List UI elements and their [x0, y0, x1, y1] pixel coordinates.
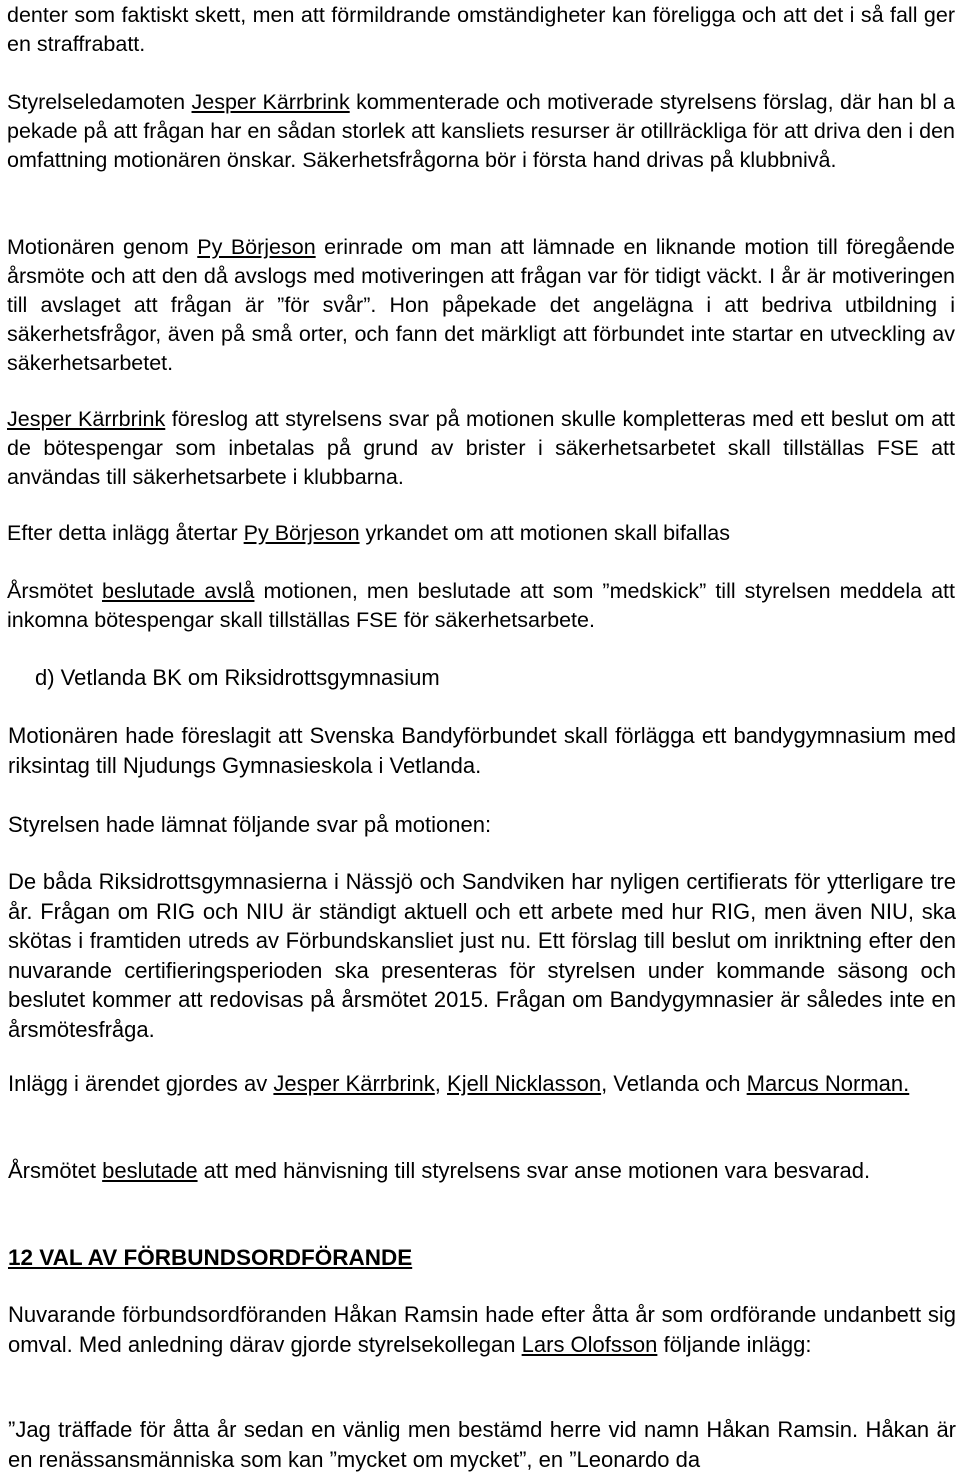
person-name: Jesper Kärrbrink	[7, 407, 166, 431]
paragraph-olofsson-speech: ”Jag träffade för åtta år sedan en vänlig men bestämd herre vid namn Håkan Ramsin. Håkan är en renässansmänniska som kan ”mycket om mycket”, en ”Leonardo da	[8, 1417, 956, 1472]
paragraph-decision-answered: Årsmötet beslutade att med hänvisning till styrelsens svar anse motionen vara besvarad.	[8, 1158, 871, 1183]
section-heading-12: 12 VAL AV FÖRBUNDSORDFÖRANDE	[8, 1245, 413, 1270]
paragraph-karrbrink-comment: Styrelseledamoten Jesper Kärrbrink kommenterade och motiverade styrelsens förslag, där han bl a pekade på att frågan har en sådan storlek att kansliets resurser är otillräckliga för att driva den i den omfattning motionären önskar. Säkerhetsfrågorna bör i första hand drivas på klubbnivå.	[7, 90, 955, 172]
person-name: Jesper Kärrbrink	[273, 1071, 435, 1096]
paragraph-borjeson-withdraws: Efter detta inlägg återtar Py Börjeson yrkandet om att motionen skall bifallas	[7, 521, 731, 545]
paragraph-penalty-context: denter som faktiskt skett, men att förmildrande omständigheter kan föreligga och att det i så fall ger en straffrabatt.	[7, 3, 955, 56]
paragraph-board-reply: De båda Riksidrottsgymnasierna i Nässjö och Sandviken har nyligen certifierats för ytterligare tre år. Frågan om RIG och NIU är ständigt aktuell och ett arbete med hur RIG, men även NIU, ska skötas i framtiden utreds av Förbundskansliet just nu. Ett förslag till beslut om inriktning efter den nuvarande certifieringsperioden ska presenteras för styrelsen under kommande säsong och beslutet kommer att redovisas på årsmötet 2015. Frågan om Bandygymnasier är således inte en årsmötesfråga.	[8, 869, 956, 1042]
paragraph-board-reply-intro: Styrelsen hade lämnat följande svar på motionen:	[8, 812, 492, 837]
paragraph-motion-proposal: Motionären hade föreslagit att Svenska Bandyförbundet skall förlägga ett bandygymnasium med riksintag till Njudungs Gymnasieskola i Vetlanda.	[8, 723, 956, 778]
decision-text: beslutade	[102, 1158, 198, 1183]
person-name: Jesper Kärrbrink	[191, 90, 350, 114]
paragraph-contributions: Inlägg i ärendet gjordes av Jesper Kärrbrink, Kjell Nicklasson, Vetlanda och Marcus Norman.	[8, 1071, 910, 1096]
paragraph-borjeson-argument: Motionären genom Py Börjeson erinrade om man att lämnade en liknande motion till föregående årsmöte och att den då avslogs med motiveringen att frågan var för tidigt väckt. I år är motiveringen till avslaget att frågan är ”för svår”. Hon påpekade det angelägna i att bedriva utbildning i säkerhetsfrågor, även på små orter, och fann det märkligt att förbundet inte startar en utveckling av säkerhetsarbetet.	[7, 235, 955, 375]
paragraph-karrbrink-proposal: Jesper Kärrbrink föreslog att styrelsens svar på motionen skulle kompletteras med ett beslut om att de bötespengar som inbetalas på grund av brister i säkerhetsarbetet skall tillställas FSE att användas till säkerhetsarbete i klubbarna.	[7, 407, 955, 489]
person-name: Py Börjeson	[197, 235, 316, 259]
subsection-heading-d: d) Vetlanda BK om Riksidrottsgymnasium	[35, 665, 440, 690]
paragraph-chairman-resign: Nuvarande förbundsordföranden Håkan Ramsin hade efter åtta år som ordförande undanbett sig omval. Med anledning därav gjorde styrelsekollegan Lars Olofsson följande inlägg:	[8, 1302, 956, 1357]
person-name: Kjell Nicklasson	[447, 1071, 602, 1096]
paragraph-annual-decision: Årsmötet beslutade avslå motionen, men beslutade att som ”medskick” till styrelsen meddela att inkomna bötespengar skall tillställas FSE för säkerhetsarbete.	[7, 579, 955, 632]
person-name: Lars Olofsson	[521, 1331, 658, 1357]
decision-text: beslutade avslå	[102, 579, 255, 603]
person-name: Marcus Norman.	[746, 1071, 910, 1096]
person-name: Py Börjeson	[243, 521, 360, 545]
